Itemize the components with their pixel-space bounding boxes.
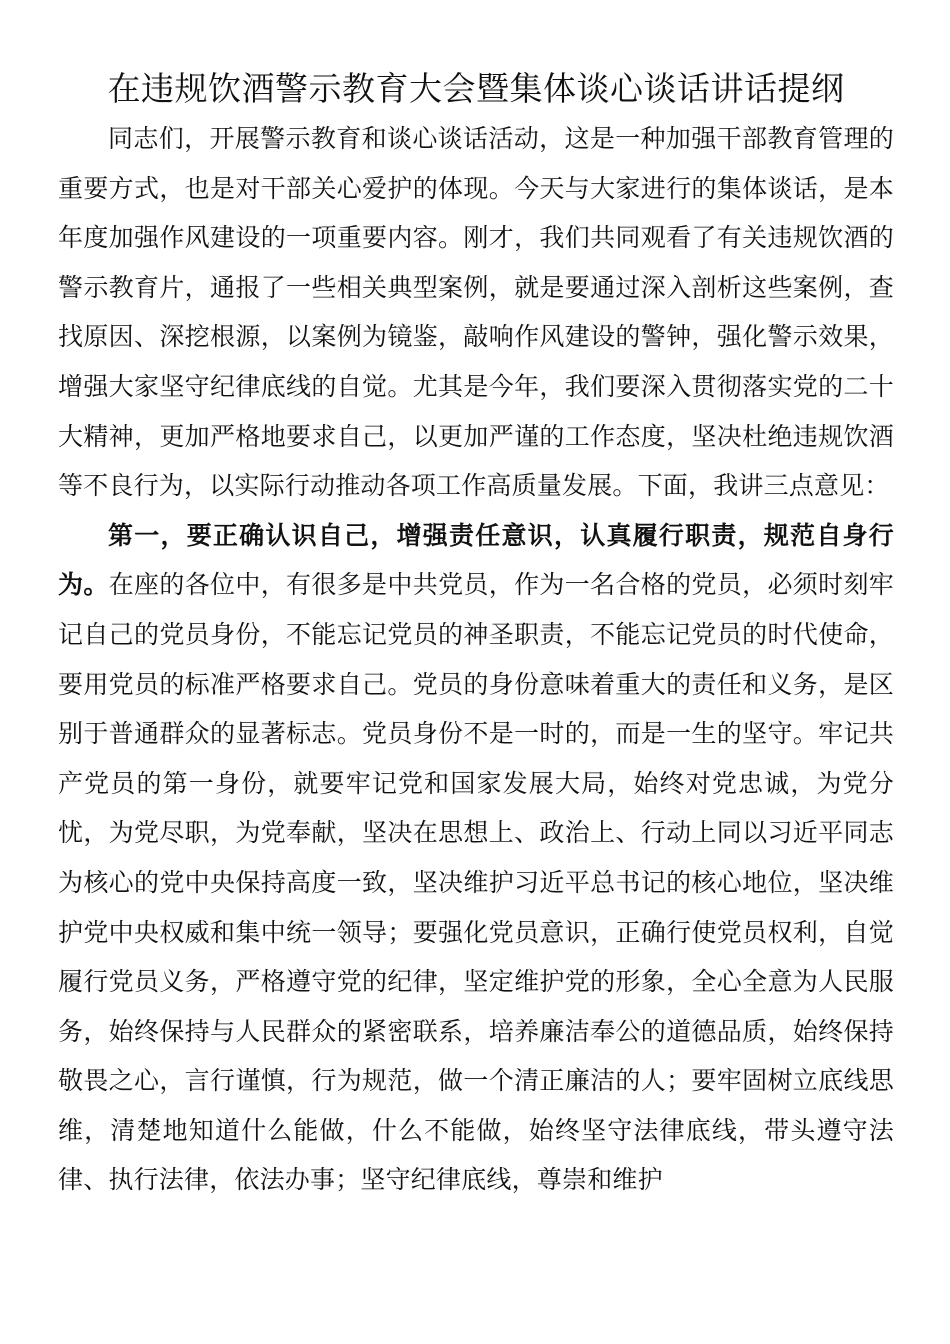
intro-paragraph [58, 114, 894, 511]
point-one-text: 在座的各位中，有很多是中共党员，作为一名合格的党员，必须时刻牢记自己的党员身份，不能忘记党员的神圣职责，不能忘记党员的时代使命，要用党员的标准严格要求自己。党员的身份意味着重大的责任和义务，是区别于普通群众的显著标志。党员身份不是一时的，而是一生的坚守。牢记共产党员的第一身份，就要牢记党和国家发展大局，始终对党忠诚，为党分忧，为党尽职，为党奉献，坚决在思想上、政治上、行动上同以习近平同志为核心的党中央保持高度一致，坚决维护习近平总书记的核心地位，坚决维护党中央权威和集中统一领导；要强化党员意识，正确行使党员权利，自觉履行党员义务，严格遵守党的纪律，坚定维护党的形象，全心全意为人民服务，始终保持与人民群众的紧密联系，培养廉洁奉公的道德品质，始终保持敬畏之心，言行谨慎，行为规范，做一个清正廉洁的人；要牢固树立底线思维，清楚地知道什么能做，什么不能做，始终坚守法律底线，带头遵守法律、执行法律，依法办事；坚守纪律底线，尊崇和维护 [58, 570, 895, 1195]
point-one-paragraph [58, 511, 894, 1205]
document-title: 在违规饮酒警示教育大会暨集体谈心谈话讲话提纲 [107, 69, 845, 108]
document-page [58, 64, 894, 1205]
point-one-lead: 第一，要正确认识自己，增强责任意识，认真履行职责，规范自身行为。 [58, 520, 894, 600]
intro-paragraph-text: 同志们，开展警示教育和谈心谈话活动，这是一种加强干部教育管理的重要方式，也是对干部关心爱护的体现。今天与大家进行的集体谈话，是本年度加强作风建设的一项重要内容。刚才，我们共同观看了有关违规饮酒的警示教育片，通报了一些相关典型案例，就是要通过深入剖析这些案例，查找原因、深挖根源，以案例为镜鉴，敲响作风建设的警钟，强化警示效果，增强大家坚守纪律底线的自觉。尤其是今年，我们要深入贯彻落实党的二十大精神，更加严格地要求自己，以更加严谨的工作态度，坚决杜绝违规饮酒等不良行为，以实际行动推动各项工作高质量发展。下面，我讲三点意见： [58, 124, 894, 501]
